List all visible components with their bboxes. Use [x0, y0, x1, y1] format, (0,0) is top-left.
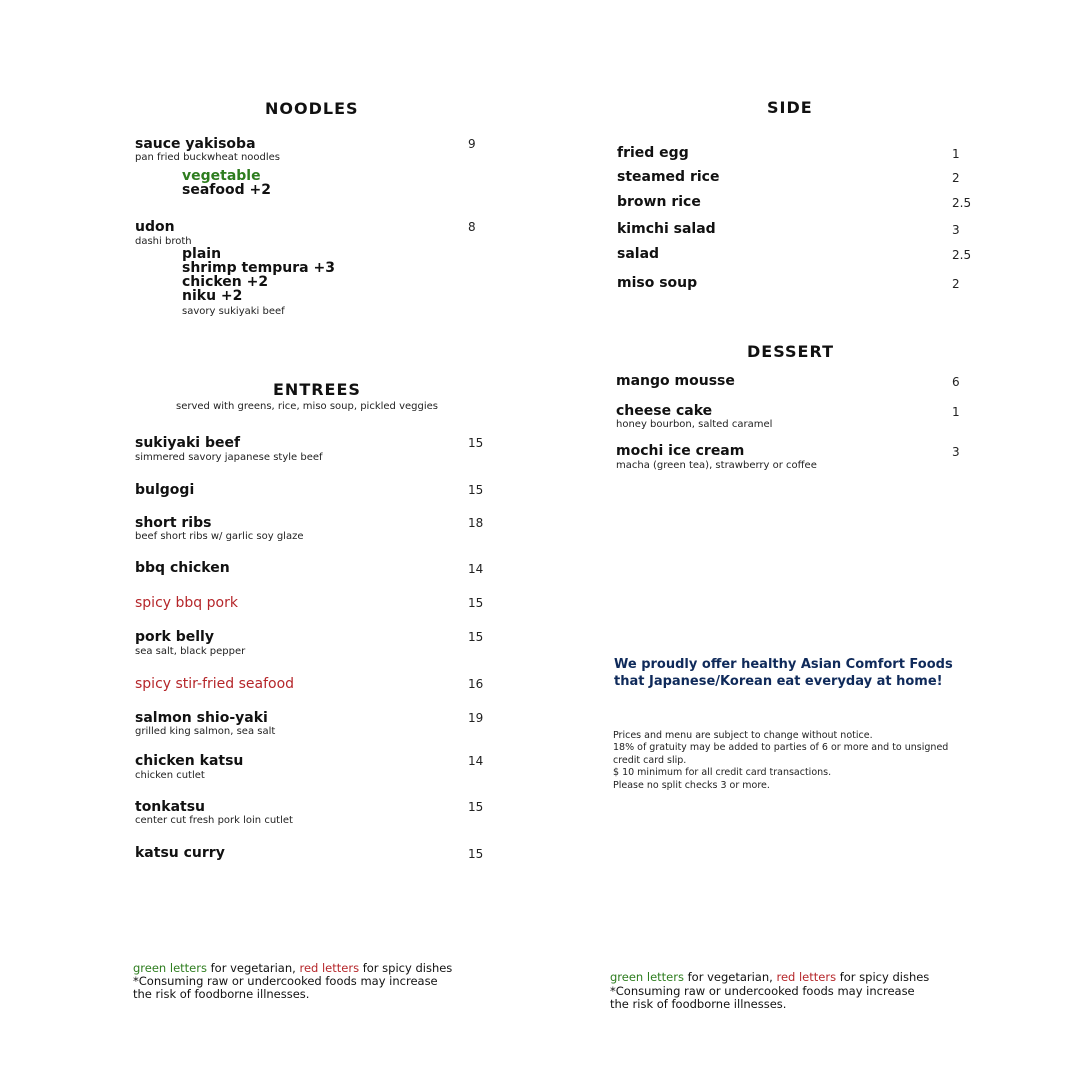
entree-name: tonkatsu: [135, 799, 206, 815]
entree-price: 18: [468, 516, 484, 530]
policy-line-4: $ 10 minimum for all credit card transactions.: [613, 767, 832, 778]
udon-option-niku-desc: savory sukiyaki beef: [182, 306, 285, 317]
legend-mid-text: for vegetarian,: [206, 961, 300, 975]
entree-desc: chicken cutlet: [135, 770, 205, 781]
udon-price: 8: [468, 220, 476, 234]
entree-price: 19: [468, 711, 484, 725]
side-item-price: 2.5: [952, 196, 972, 210]
yakisoba-desc: pan fried buckwheat noodles: [135, 152, 281, 163]
slogan-line-1: We proudly offer healthy Asian Comfort Foods: [614, 657, 953, 672]
entree-name: bbq chicken: [135, 560, 230, 576]
yakisoba-name: sauce yakisoba: [135, 136, 256, 152]
entree-desc: sea salt, black pepper: [135, 646, 246, 657]
entree-name: katsu curry: [135, 845, 225, 861]
side-item-price: 2: [952, 171, 960, 185]
entrees-subheading: served with greens, rice, miso soup, pickled veggies: [176, 401, 438, 412]
legend-green-letters: green letters: [610, 970, 684, 984]
side-item-name: brown rice: [617, 194, 701, 210]
policy-line-2: 18% of gratuity may be added to parties of 6 or more and to unsigned: [613, 742, 949, 753]
entree-name-spicy: spicy stir-fried seafood: [135, 676, 295, 692]
udon-name: udon: [135, 219, 175, 235]
side-item-name: steamed rice: [617, 169, 720, 185]
legend-end-text: for spicy dishes: [836, 970, 930, 984]
side-item-price: 1: [952, 147, 960, 161]
side-item-price: 2.5: [952, 248, 972, 262]
entree-desc: grilled king salmon, sea salt: [135, 726, 276, 737]
entree-name: sukiyaki beef: [135, 435, 241, 451]
legend-end-text: for spicy dishes: [359, 961, 453, 975]
udon-desc: dashi broth: [135, 236, 192, 247]
side-item-name: fried egg: [617, 145, 689, 161]
side-item-price: 2: [952, 277, 960, 291]
entree-price: 15: [468, 630, 484, 644]
entree-desc: simmered savory japanese style beef: [135, 452, 323, 463]
entree-price: 15: [468, 436, 484, 450]
yakisoba-price: 9: [468, 137, 476, 151]
noodles-heading: NOODLES: [265, 99, 359, 118]
policy-line-5: Please no split checks 3 or more.: [613, 780, 770, 791]
legend-red-letters: red letters: [776, 970, 837, 984]
entree-name: pork belly: [135, 629, 214, 645]
dessert-item-name: cheese cake: [616, 403, 713, 419]
udon-option-shrimp-tempura: shrimp tempura +3: [182, 260, 335, 276]
side-item-name: kimchi salad: [617, 221, 716, 237]
side-item-price: 3: [952, 223, 960, 237]
entree-desc: center cut fresh pork loin cutlet: [135, 815, 293, 826]
legend-green-letters: green letters: [133, 961, 207, 975]
entree-name: chicken katsu: [135, 753, 244, 769]
footer-warning-line-2-left: the risk of foodborne illnesses.: [133, 987, 310, 1001]
legend-mid-text: for vegetarian,: [683, 970, 777, 984]
yakisoba-option-seafood: seafood +2: [182, 182, 271, 198]
policy-line-3: credit card slip.: [613, 755, 687, 766]
entree-price: 14: [468, 562, 484, 576]
entree-price: 15: [468, 800, 484, 814]
footer-warning-line-2-right: the risk of foodborne illnesses.: [610, 997, 787, 1011]
dessert-heading: DESSERT: [747, 342, 834, 361]
entree-price: 14: [468, 754, 484, 768]
footer-warning-line-1-left: *Consuming raw or undercooked foods may increase: [133, 974, 438, 988]
entree-name: salmon shio-yaki: [135, 710, 268, 726]
dessert-item-price: 1: [952, 405, 960, 419]
side-item-name: salad: [617, 246, 660, 262]
entree-price: 16: [468, 677, 484, 691]
side-item-name: miso soup: [617, 275, 698, 291]
slogan-line-2: that Japanese/Korean eat everyday at home!: [614, 674, 943, 689]
udon-option-plain: plain: [182, 246, 222, 262]
dessert-item-name: mango mousse: [616, 373, 735, 389]
footer-legend-right: [610, 971, 929, 984]
dessert-item-price: 6: [952, 375, 960, 389]
entree-price: 15: [468, 596, 484, 610]
side-heading: SIDE: [767, 98, 813, 117]
policy-line-1: Prices and menu are subject to change without notice.: [613, 730, 873, 741]
entree-price: 15: [468, 847, 484, 861]
udon-option-chicken: chicken +2: [182, 274, 269, 290]
dessert-item-price: 3: [952, 445, 960, 459]
udon-option-niku: niku +2: [182, 288, 243, 304]
dessert-item-desc: macha (green tea), strawberry or coffee: [616, 460, 817, 471]
entrees-heading: ENTREES: [273, 380, 361, 399]
footer-warning-line-1-right: *Consuming raw or undercooked foods may increase: [610, 984, 915, 998]
entree-name-spicy: spicy bbq pork: [135, 595, 238, 611]
entree-name: short ribs: [135, 515, 212, 531]
entree-desc: beef short ribs w/ garlic soy glaze: [135, 531, 304, 542]
entree-name: bulgogi: [135, 482, 195, 498]
entree-price: 15: [468, 483, 484, 497]
dessert-item-name: mochi ice cream: [616, 443, 745, 459]
yakisoba-option-vegetable: vegetable: [182, 168, 261, 184]
dessert-item-desc: honey bourbon, salted caramel: [616, 419, 773, 430]
legend-red-letters: red letters: [299, 961, 360, 975]
